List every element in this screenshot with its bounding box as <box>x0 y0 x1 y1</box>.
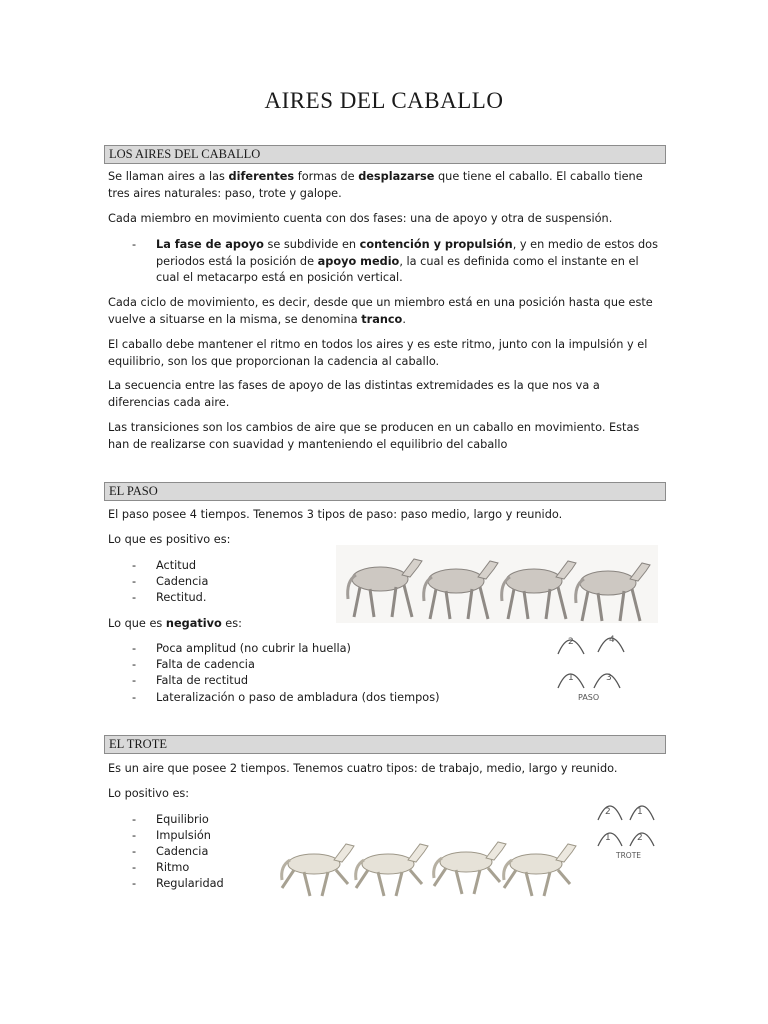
trote-paragraph-1: Es un aire que posee 2 tiempos. Tenemos cuatro tipos: de trabajo, medio, largo y reunido. <box>108 762 618 775</box>
aires-paragraph-1: Se llaman aires a las diferentes formas de desplazarse que tiene el caballo. El caballo tiene tres aires naturales: paso, trote y galope. <box>108 170 643 200</box>
bullet-dash: - <box>132 591 137 604</box>
hoof-number: 2 <box>637 833 643 843</box>
bullet-dash: - <box>132 861 137 874</box>
walking-horses-image <box>336 545 658 623</box>
hoof-number: 3 <box>606 673 612 683</box>
paso-positive-item: Cadencia <box>156 575 209 588</box>
bullet-dash: - <box>132 238 137 251</box>
paso-negative-item: Lateralización o paso de ambladura (dos tiempos) <box>156 691 440 704</box>
page-title: AIRES DEL CABALLO <box>264 88 504 113</box>
hoof-number: 2 <box>605 807 611 817</box>
paso-positive-item: Actitud <box>156 559 197 572</box>
hoof-number: 1 <box>605 833 611 843</box>
bullet-dash: - <box>132 674 137 687</box>
hoof-number: 4 <box>609 635 615 645</box>
paso-negative-item: Falta de cadencia <box>156 658 255 671</box>
trote-positive-item: Impulsión <box>156 829 211 842</box>
paso-positive-label: Lo que es positivo es: <box>108 533 231 546</box>
paso-negative-item: Falta de rectitud <box>156 674 249 687</box>
trote-positive-item: Ritmo <box>156 861 190 874</box>
fase-apoyo-text: La fase de apoyo se subdivide en contención y propulsión, y en medio de estos dos periodos está la posición de apoyo medio, la cual es definida como el instante en el cual el metacarpo está en posición vertical. <box>156 238 658 284</box>
bullet-dash: - <box>132 575 137 588</box>
paso-hoof-diagram <box>554 622 634 704</box>
section-heading-aires: LOS AIRES DEL CABALLO <box>104 145 666 164</box>
trote-positive-item: Cadencia <box>156 845 209 858</box>
trote-positive-item: Equilibrio <box>156 813 209 826</box>
aires-paragraph-5: La secuencia entre las fases de apoyo de las distintas extremidades es la que nos va a diferencias cada aire. <box>108 379 600 409</box>
section-heading-trote: EL TROTE <box>104 735 666 754</box>
paso-negative-label: Lo que es negativo es: <box>108 617 242 630</box>
bullet-dash: - <box>132 559 137 572</box>
trotting-horses-image <box>278 832 584 900</box>
bullet-dash: - <box>132 658 137 671</box>
bullet-dash: - <box>132 845 137 858</box>
section-heading-paso: EL PASO <box>104 482 666 501</box>
aires-paragraph-3: Cada ciclo de movimiento, es decir, desde que un miembro está en una posición hasta que este vuelve a situarse en la misma, se denomina tranco. <box>108 296 653 326</box>
hoof-number: 1 <box>568 673 574 683</box>
aires-paragraph-2: Cada miembro en movimiento cuenta con dos fases: una de apoyo y otra de suspensión. <box>108 212 613 225</box>
trote-positive-item: Regularidad <box>156 877 224 890</box>
bullet-dash: - <box>132 642 137 655</box>
hoof-number: 2 <box>568 637 574 647</box>
aires-paragraph-4: El caballo debe mantener el ritmo en todos los aires y es este ritmo, junto con la impulsión y el equilibrio, son los que proporcionan la cadencia al caballo. <box>108 338 648 368</box>
paso-paragraph-1: El paso posee 4 tiempos. Tenemos 3 tipos de paso: paso medio, largo y reunido. <box>108 508 563 521</box>
bullet-dash: - <box>132 877 137 890</box>
trote-positive-label: Lo positivo es: <box>108 787 190 800</box>
paso-negative-item: Poca amplitud (no cubrir la huella) <box>156 642 351 655</box>
bullet-dash: - <box>132 829 137 842</box>
aires-paragraph-6: Las transiciones son los cambios de aire que se producen en un caballo en movimiento. Estas han de realizarse con suavidad y manteniendo el equilibrio del caballo <box>108 421 640 451</box>
paso-positive-item: Rectitud. <box>156 591 207 604</box>
bullet-dash: - <box>132 691 137 704</box>
diagram-caption: TROTE <box>616 851 642 860</box>
bullet-dash: - <box>132 813 137 826</box>
hoof-number: 1 <box>637 807 643 817</box>
trote-hoof-diagram <box>596 790 662 862</box>
diagram-caption: PASO <box>578 693 600 702</box>
